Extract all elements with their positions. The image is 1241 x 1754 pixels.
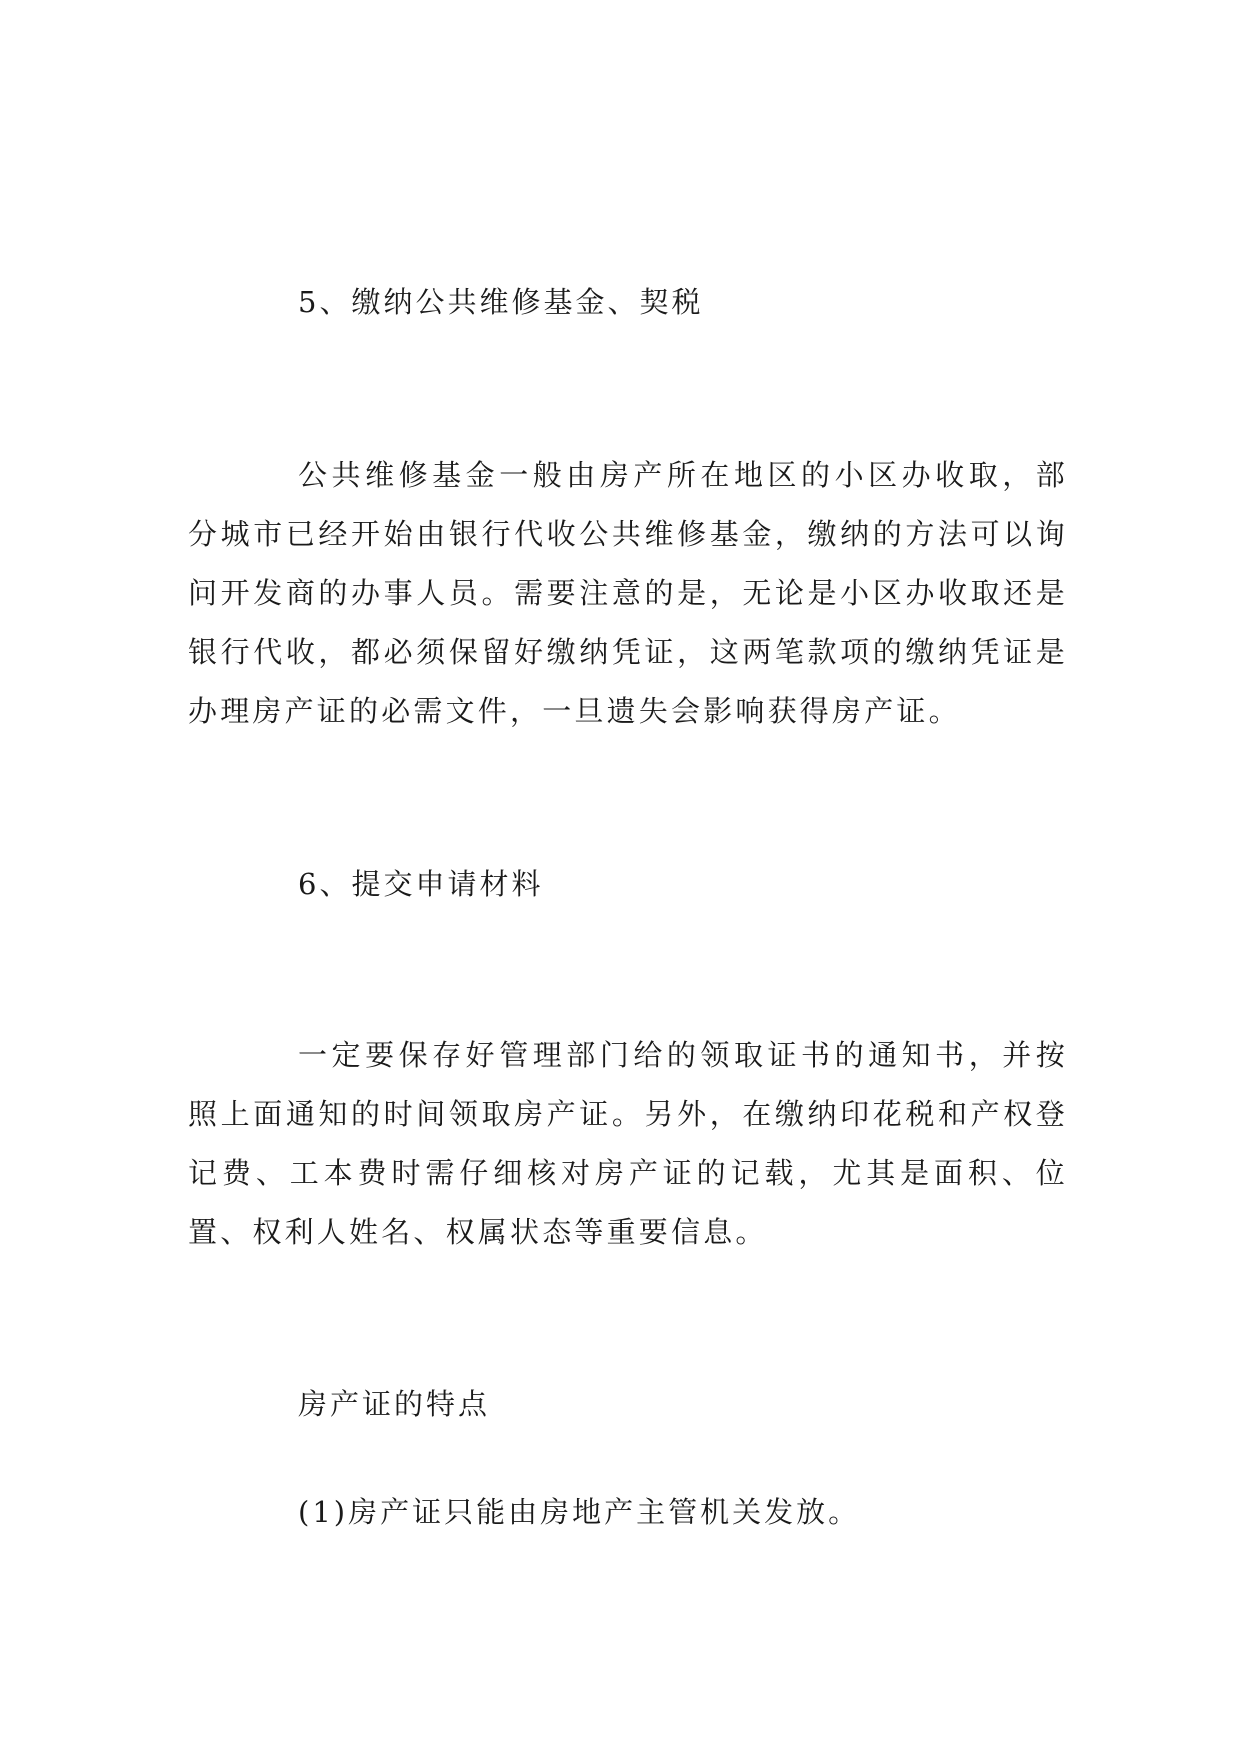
list-item: (1)房产证只能由房地产主管机关发放。 (298, 1495, 861, 1529)
section-heading-payment: 5、缴纳公共维修基金、契税 (298, 285, 704, 319)
section-body-submit: 一定要保存好管理部门给的领取证书的通知书，并按照上面通知的时间领取房产证。另外，在缴纳印花税和产权登记费、工本费时需仔细核对房产证的记载，尤其是面积、位置、权利人姓名、权属状态等重要信息。 (188, 1038, 1068, 1249)
section-heading-submit: 6、提交申请材料 (298, 867, 544, 901)
section-body-payment: 公共维修基金一般由房产所在地区的小区办收取，部分城市已经开始由银行代收公共维修基金，缴纳的方法可以询问开发商的办事人员。需要注意的是，无论是小区办收取还是银行代收，都必须保留好缴纳凭证，这两笔款项的缴纳凭证是办理房产证的必需文件，一旦遗失会影响获得房产证。 (188, 458, 1068, 728)
section-heading-features: 房产证的特点 (298, 1387, 491, 1421)
